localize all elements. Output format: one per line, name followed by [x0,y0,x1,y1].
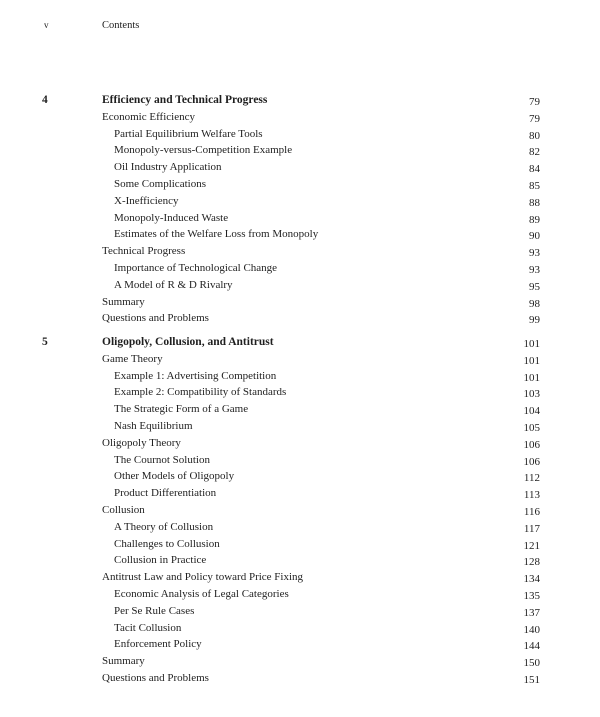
toc-subsection-entry [0,126,600,143]
toc-page-number: 135 [523,589,540,602]
toc-entry-title: Partial Equilibrium Welfare Tools [114,127,263,140]
toc-page-number: 85 [529,179,540,192]
toc-section-entry [0,243,600,260]
running-head-title: Contents [102,20,140,31]
page-folio: v [44,20,49,30]
toc-entry-title: Questions and Problems [102,671,209,684]
toc-entry-title: Oligopoly, Collusion, and Antitrust [102,336,274,348]
toc-page-number: 101 [523,371,540,384]
toc-subsection-entry [0,586,600,603]
toc-section-entry [0,294,600,311]
toc-subsection-entry [0,384,600,401]
running-head [0,20,600,36]
toc-page-number: 150 [523,657,540,670]
toc-entry-title: Oil Industry Application [114,161,222,174]
toc-entry-title: Collusion in Practice [114,554,207,567]
chapter-heading [0,92,600,109]
toc-entry-title: Challenges to Collusion [114,537,220,550]
toc-entry-title: Game Theory [102,352,163,365]
toc-page-number: 113 [523,489,540,502]
toc-page-number: 99 [529,314,540,327]
toc-subsection-entry [0,418,600,435]
toc-page-number: 105 [523,421,540,434]
toc-section-entry [0,670,600,687]
toc-subsection-entry [0,485,600,502]
toc-page-number: 106 [523,455,540,468]
toc-page-number: 117 [523,522,540,535]
toc-section-entry [0,502,600,519]
toc-entry-title: Tacit Collusion [114,621,182,634]
toc-page-number: 95 [529,280,540,293]
chapter-heading [0,334,600,351]
toc-entry-title: Product Differentiation [114,487,217,500]
toc-entry-title: Enforcement Policy [114,638,202,651]
toc-entry-title: Summary [102,295,145,308]
toc-page-number: 80 [529,129,540,142]
toc-subsection-entry [0,193,600,210]
toc-entry-title: A Theory of Collusion [114,520,214,533]
toc-page-number: 112 [523,472,540,485]
toc-page-number: 137 [523,606,540,619]
toc-entry-title: Monopoly-versus-Competition Example [114,144,293,157]
toc-entry-title: Monopoly-Induced Waste [114,211,229,224]
toc-subsection-entry [0,636,600,653]
toc-page-number: 88 [529,196,540,209]
toc-entry-title: Importance of Technological Change [114,261,278,274]
toc-entry-title: Estimates of the Welfare Loss from Monopoly [114,228,319,241]
toc-subsection-entry [0,519,600,536]
toc-subsection-entry [0,401,600,418]
toc-section-entry [0,435,600,452]
toc-entry-title: Some Complications [114,177,206,190]
toc-page-number: 84 [529,163,540,176]
toc-section-entry [0,109,600,126]
chapter-4-section [0,92,600,327]
toc-subsection-entry [0,260,600,277]
toc-subsection-entry [0,277,600,294]
chapter-number: 4 [42,94,48,106]
toc-subsection-entry [0,368,600,385]
toc-subsection-entry [0,603,600,620]
toc-page-number: 89 [529,213,540,226]
toc-entry-title: Collusion [102,503,145,516]
toc-page-number: 104 [523,405,540,418]
toc-page-number: 151 [523,673,540,686]
toc-entry-title: Economic Analysis of Legal Categories [114,587,289,600]
toc-entry-title: Questions and Problems [102,312,209,325]
toc-subsection-entry [0,552,600,569]
chapter-number: 5 [42,336,48,348]
toc-page-number: 128 [523,556,540,569]
toc-entry-title: The Strategic Form of a Game [114,403,249,416]
toc-entry-title: The Cournot Solution [114,453,210,466]
toc-entry-title: Summary [102,655,145,668]
toc-entry-title: Economic Efficiency [102,110,195,123]
toc-page-number: 79 [529,96,540,108]
toc-subsection-entry [0,142,600,159]
toc-entry-title: Technical Progress [102,245,186,258]
toc-entry-title: X-Inefficiency [114,194,179,207]
toc-subsection-entry [0,159,600,176]
chapter-5-section [0,334,600,687]
toc-entry-title: A Model of R & D Rivalry [114,278,233,291]
toc-entry-title: Other Models of Oligopoly [114,470,235,483]
toc-page-number: 101 [523,354,540,367]
toc-subsection-entry [0,210,600,227]
toc-page-number: 121 [523,539,540,552]
toc-page-number: 98 [529,297,540,310]
toc-page-number: 144 [523,640,540,653]
toc-entry-title: Nash Equilibrium [114,419,193,432]
toc-entry-title: Oligopoly Theory [102,436,181,449]
toc-section-entry [0,351,600,368]
toc-page-number: 116 [523,505,540,518]
toc-subsection-entry [0,468,600,485]
toc-subsection-entry [0,620,600,637]
toc-section-entry [0,653,600,670]
toc-entry-title: Per Se Rule Cases [114,604,195,617]
toc-subsection-entry [0,226,600,243]
toc-page-number: 134 [523,573,540,586]
toc-entry-title: Antitrust Law and Policy toward Price Fixing [102,571,304,584]
toc-page-number: 93 [529,263,540,276]
toc-page-number: 79 [529,112,540,125]
toc-page-number: 103 [523,388,540,401]
toc-subsection-entry [0,536,600,553]
toc-section-entry [0,569,600,586]
toc-page-number: 93 [529,247,540,260]
toc-section-entry [0,310,600,327]
toc-subsection-entry [0,452,600,469]
toc-entry-title: Example 2: Compatibility of Standards [114,386,287,399]
toc-entry-title: Example 1: Advertising Competition [114,369,277,382]
toc-page-number: 106 [523,438,540,451]
toc-page-number: 140 [523,623,540,636]
toc-page-number: 90 [529,230,540,243]
toc-page-number: 82 [529,146,540,159]
toc-entry-title: Efficiency and Technical Progress [102,94,268,106]
toc-subsection-entry [0,176,600,193]
toc-page-number: 101 [523,338,540,350]
